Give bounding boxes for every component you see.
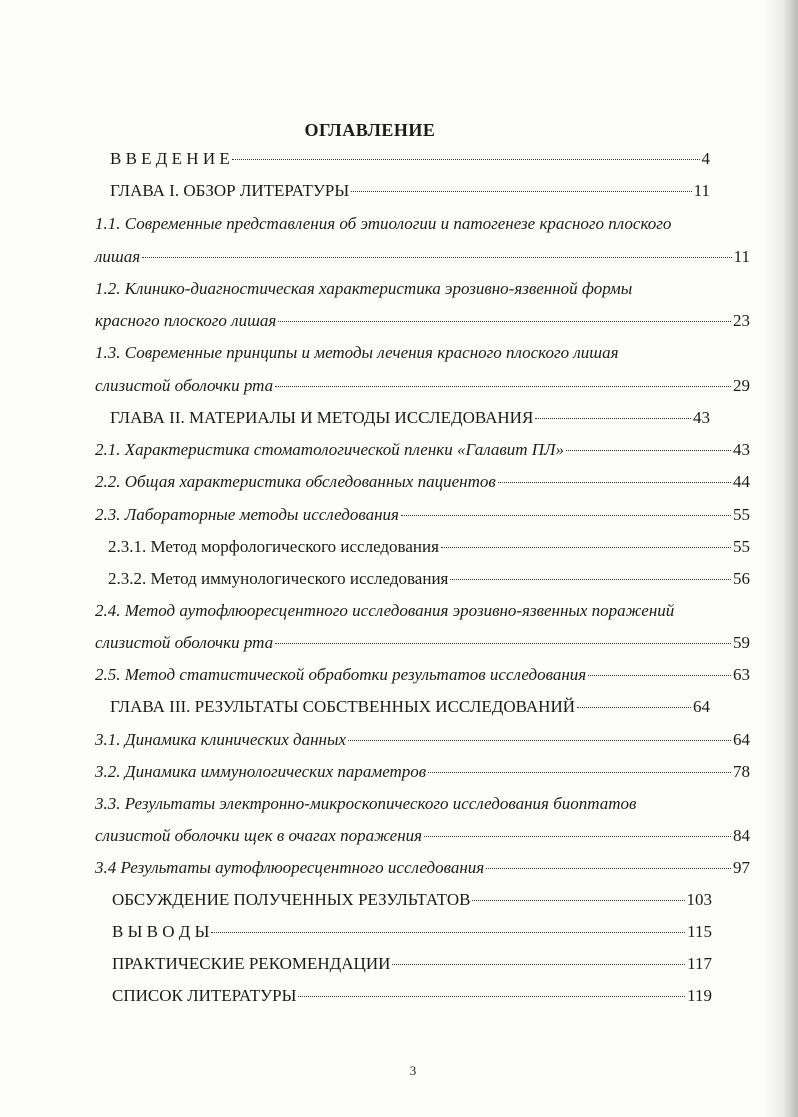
toc-entry-label: ОБСУЖДЕНИЕ ПОЛУЧЕННЫХ РЕЗУЛЬТАТОВ: [112, 890, 471, 909]
leader-dots: [450, 579, 731, 580]
leader-dots: [566, 450, 731, 451]
leader-dots: [351, 191, 691, 192]
toc-entry-page: 44: [733, 472, 750, 491]
toc-entry-chapter-3[interactable]: [110, 697, 710, 717]
leader-dots: [298, 996, 685, 997]
toc-entry-3-3-line1: 3.3. Результаты электронно-микроскопического исследования биоптатов: [95, 794, 637, 813]
toc-entry-page: 84: [733, 826, 750, 845]
toc-entry-label: 3.1. Динамика клинических данных: [95, 730, 347, 749]
toc-entry-label: ГЛАВА III. РЕЗУЛЬТАТЫ СОБСТВЕННЫХ ИССЛЕДОВАНИЙ: [110, 697, 575, 716]
toc-entry-1-2[interactable]: [95, 311, 750, 331]
leader-dots: [424, 836, 731, 837]
toc-entry-page: 64: [733, 730, 750, 749]
toc-entry-1-1[interactable]: [95, 247, 750, 267]
toc-entry-2-4-line1: 2.4. Метод аутофлюоресцентного исследования эрозивно-язвенных поражений: [95, 601, 675, 620]
leader-dots: [428, 772, 731, 773]
toc-entry-page: 23: [733, 311, 750, 330]
toc-entry-page: 59: [733, 633, 750, 652]
toc-entry-page: 103: [686, 890, 712, 909]
toc-entry-references[interactable]: [112, 986, 712, 1006]
toc-entry-page: 64: [693, 697, 710, 716]
toc-entry-1-3[interactable]: [95, 376, 750, 396]
toc-entry-2-1[interactable]: [95, 440, 750, 460]
toc-entry-page: 119: [687, 986, 712, 1005]
toc-entry-page: 117: [687, 954, 712, 973]
toc-entry-label: 2.1. Характеристика стоматологической пленки «Галавит ПЛ»: [95, 440, 565, 459]
toc-entry-2-4[interactable]: [95, 633, 750, 653]
toc-entry-1-2-line1: 1.2. Клинико-диагностическая характеристика эрозивно-язвенной формы: [95, 279, 633, 298]
toc-entry-label: красного плоского лишая: [95, 311, 277, 330]
toc-entry-label: ПРАКТИЧЕСКИЕ РЕКОМЕНДАЦИИ: [112, 954, 391, 973]
leader-dots: [588, 675, 731, 676]
toc-entry-label: 3.2. Динамика иммунологических параметров: [95, 762, 427, 781]
toc-entry-page: 56: [733, 569, 750, 588]
toc-entry-label: 2.2. Общая характеристика обследованных пациентов: [95, 472, 496, 491]
toc-entry-2-3-1[interactable]: [108, 537, 750, 557]
leader-dots: [441, 547, 731, 548]
toc-entry-label: В Ы В О Д Ы: [112, 922, 210, 941]
leader-dots: [348, 740, 731, 741]
leader-dots: [392, 964, 685, 965]
toc-entry-chapter-2[interactable]: [110, 408, 710, 428]
scan-edge-shadow: [764, 0, 798, 1117]
toc-entry-label: 3.4 Результаты аутофлюоресцентного исследования: [95, 858, 485, 877]
toc-entry-page: 97: [733, 858, 750, 877]
toc-entry-chapter-1[interactable]: [110, 181, 710, 201]
toc-entry-page: 43: [733, 440, 750, 459]
toc-entry-label: 2.3.1. Метод морфологического исследования: [108, 537, 439, 556]
toc-entry-3-2[interactable]: [95, 762, 750, 782]
toc-entry-page: 63: [733, 665, 750, 684]
toc-entry-page: 55: [733, 537, 750, 556]
toc-entry-conclusions[interactable]: [112, 922, 712, 942]
toc-entry-label: слизистой оболочки рта: [95, 633, 274, 652]
toc-entry-2-2[interactable]: [95, 472, 750, 492]
toc-entry-2-5[interactable]: [95, 665, 750, 685]
leader-dots: [577, 707, 691, 708]
toc-entry-label: СПИСОК ЛИТЕРАТУРЫ: [112, 986, 297, 1005]
toc-title: ОГЛАВЛЕНИЕ: [304, 120, 436, 140]
leader-dots: [278, 321, 731, 322]
toc-entry-label: ГЛАВА I. ОБЗОР ЛИТЕРАТУРЫ: [110, 181, 350, 200]
toc-entry-page: 4: [701, 149, 710, 168]
leader-dots: [401, 515, 731, 516]
toc-entry-label: 2.5. Метод статистической обработки результатов исследования: [95, 665, 587, 684]
toc-entry-3-1[interactable]: [95, 730, 750, 750]
leader-dots: [486, 868, 731, 869]
leader-dots: [275, 386, 731, 387]
toc-entry-recommendations[interactable]: [112, 954, 712, 974]
toc-entry-2-3[interactable]: [95, 505, 750, 525]
leader-dots: [535, 418, 691, 419]
page-number: 3: [409, 1063, 417, 1078]
leader-dots: [142, 257, 731, 258]
toc-entry-3-3[interactable]: [95, 826, 750, 846]
toc-entry-discussion[interactable]: [112, 890, 712, 910]
toc-entry-3-4[interactable]: [95, 858, 750, 878]
toc-entry-page: 11: [693, 181, 710, 200]
toc-entry-1-1-line1: 1.1. Современные представления об этиологии и патогенезе красного плоского: [95, 214, 672, 233]
toc-entry-page: 11: [733, 247, 750, 266]
toc-entry-label: 2.3.2. Метод иммунологического исследования: [108, 569, 449, 588]
toc-entry-introduction[interactable]: [110, 149, 710, 169]
toc-entry-page: 43: [693, 408, 710, 427]
toc-entry-page: 29: [733, 376, 750, 395]
toc-entry-page: 115: [687, 922, 712, 941]
toc-entry-1-3-line1: 1.3. Современные принципы и методы лечения красного плоского лишая: [95, 343, 619, 362]
toc-entry-label: слизистой оболочки щек в очагах поражения: [95, 826, 423, 845]
toc-entry-label: лишая: [95, 247, 141, 266]
leader-dots: [498, 482, 731, 483]
toc-entry-label: 2.3. Лабораторные методы исследования: [95, 505, 399, 524]
toc-entry-label: слизистой оболочки рта: [95, 376, 274, 395]
leader-dots: [211, 932, 685, 933]
leader-dots: [232, 159, 700, 160]
toc-entry-page: 55: [733, 505, 750, 524]
toc-entry-label: ГЛАВА II. МАТЕРИАЛЫ И МЕТОДЫ ИССЛЕДОВАНИЯ: [110, 408, 534, 427]
leader-dots: [472, 900, 684, 901]
toc-entry-label: В В Е Д Е Н И Е: [110, 149, 230, 168]
leader-dots: [275, 643, 731, 644]
toc-entry-2-3-2[interactable]: [108, 569, 750, 589]
toc-entry-page: 78: [733, 762, 750, 781]
